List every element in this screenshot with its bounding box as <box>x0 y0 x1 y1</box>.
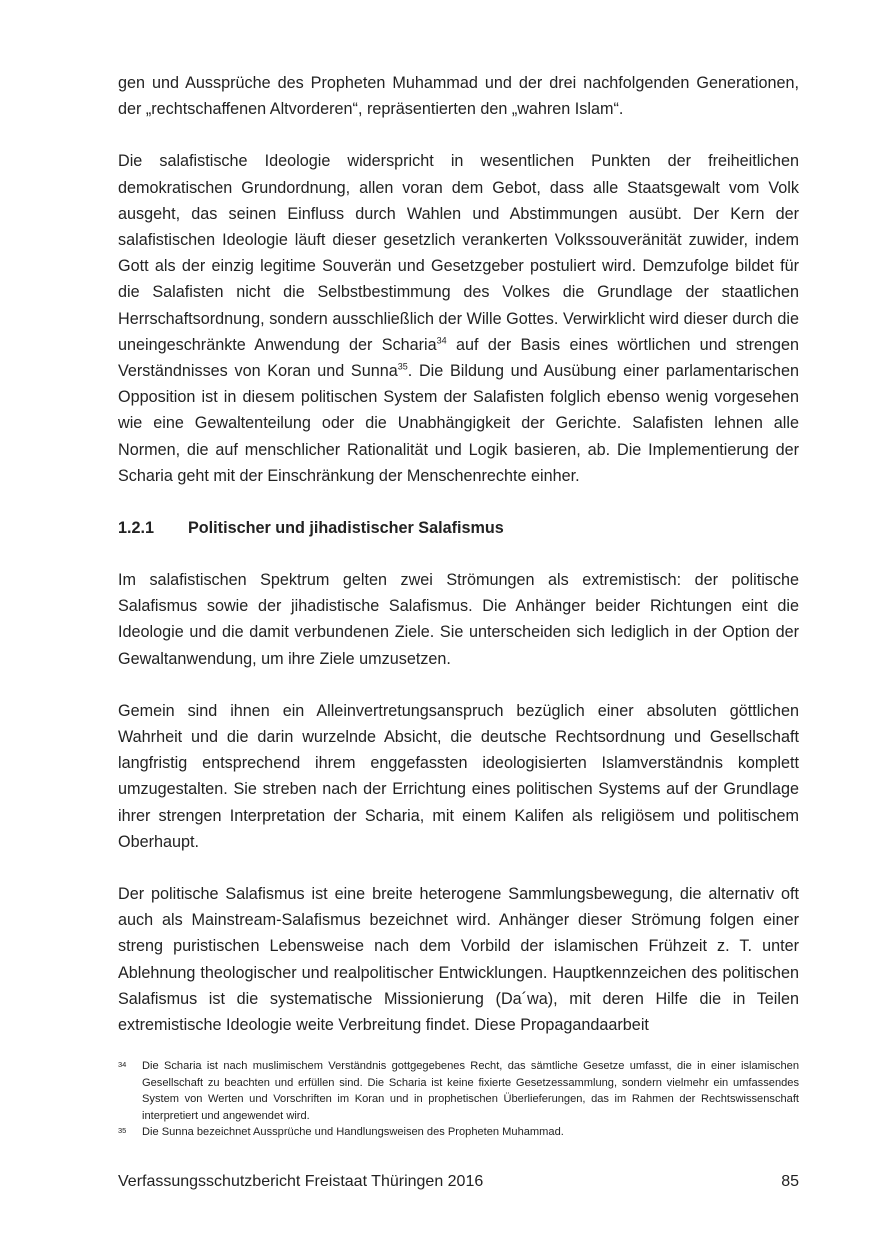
section-heading <box>118 515 799 541</box>
paragraph-2 <box>118 148 799 489</box>
footnote-ref-35[interactable]: 35 <box>397 361 408 372</box>
footnote-text: Die Scharia ist nach muslimischem Verständnis gottgegebenes Recht, das sämtliche Gesetze umfasst, die in einer islamischen Gesellschaft zu beachten und erfüllen sind. Die Scharia ist keine fixierte Gesetzessammlung, sondern vielmehr ein umfassendes System von Werten und Vorschriften im Koran und in prophetischen Überlieferungen, das im Rahmen der Rechtswissenschaft interpretiert und angewendet wird. <box>142 1060 799 1122</box>
section-title: Politischer und jihadistischer Salafismus <box>188 519 504 538</box>
paragraph-4: Gemein sind ihnen ein Alleinvertretungsanspruch bezüglich einer absoluten göttlichen Wahrheit und die darin wurzelnde Absicht, die deutsche Rechtsordnung und Gesellschaft langfristig entsprechend ihrem enggefassten ideologisierten Islamverständnis komplett umzugestalten. Sie streben nach der Errichtung eines politischen Systems auf der Grundlage ihrer strengen Interpretation der Scharia, mit einem Kalifen als religiösem und politischem Oberhaupt. <box>118 701 799 851</box>
footnote-text: Die Sunna bezeichnet Aussprüche und Handlungsweisen des Propheten Muhammad. <box>142 1126 564 1139</box>
footnote-number: 34 <box>118 1060 127 1069</box>
paragraph-2-part-b: auf der Basis eines wörtlichen und strengen Verständnisses von Koran und Sunna <box>118 335 799 381</box>
page-footer <box>118 1171 799 1193</box>
footer-title: Verfassungsschutzbericht Freistaat Thüringen 2016 <box>118 1173 484 1190</box>
footnote-35 <box>118 1124 799 1141</box>
page-number: 85 <box>781 1173 799 1190</box>
footnote-34 <box>118 1058 799 1124</box>
paragraph-1: gen und Aussprüche des Propheten Muhammad und der drei nachfolgenden Generationen, der „rechtschaffenen Altvorderen“, repräsentierten den „wahren Islam“. <box>118 74 799 119</box>
section-number: 1.2.1 <box>118 519 155 538</box>
page-body <box>118 70 799 1038</box>
paragraph-2-part-a: Die salafistische Ideologie widerspricht in wesentlichen Punkten der freiheitlichen demokratischen Grundordnung, allen voran dem Gebot, dass alle Staatsgewalt vom Volk ausgeht, das seinen Einfluss durch Wahlen und Abstimmungen ausübt. Der Kern der salafistischen Ideologie läuft dieser gesetzlich verankerten Volkssouveränität zuwider, indem Gott als der einzig legitime Souverän und Gesetzgeber postuliert wird. Demzufolge bildet für die Salafisten nicht die Selbstbestimmung des Volkes die Grundlage der staatlichen Herrschaftsordnung, sondern ausschließlich der Wille Gottes. Verwirklicht wird dieser durch die uneingeschränkte Anwendung der Scharia <box>118 152 799 354</box>
paragraph-2-part-c: . Die Bildung und Ausübung einer parlamentarischen Opposition ist in diesem politischen System der Salafisten folglich ebenso wenig vorgesehen wie eine Gewaltenteilung oder die Unabhängigkeit der Gerichte. Salafisten lehnen alle Normen, die auf menschlicher Rationalität und Logik basieren, ab. Die Implementierung der Scharia geht mit der Einschränkung der Menschenrechte einher. <box>118 362 799 485</box>
paragraph-5: Der politische Salafismus ist eine breite heterogene Sammlungsbewegung, die alternativ oft auch als Mainstream-Salafismus bezeichnet wird. Anhänger dieser Strömung folgen einer streng puristischen Lebensweise nach dem Vorbild der islamischen Frühzeit z. T. unter Ablehnung theologischer und realpolitischer Entwicklungen. Hauptkennzeichen des politischen Salafismus ist die systematische Missionierung (Da´wa), mit deren Hilfe die in Teilen extremistische Ideologie weite Verbreitung findet. Diese Propagandaarbeit <box>118 885 799 1035</box>
footnote-ref-34[interactable]: 34 <box>436 335 447 346</box>
footnotes <box>118 1058 799 1141</box>
paragraph-3: Im salafistischen Spektrum gelten zwei Strömungen als extremistisch: der politische Salafismus sowie der jihadistische Salafismus. Die Anhänger beider Richtungen eint die Ideologie und die damit verbundenen Ziele. Sie unterscheiden sich lediglich in der Option der Gewaltanwendung, um ihre Ziele umzusetzen. <box>118 571 799 668</box>
footnote-number: 35 <box>118 1126 127 1136</box>
